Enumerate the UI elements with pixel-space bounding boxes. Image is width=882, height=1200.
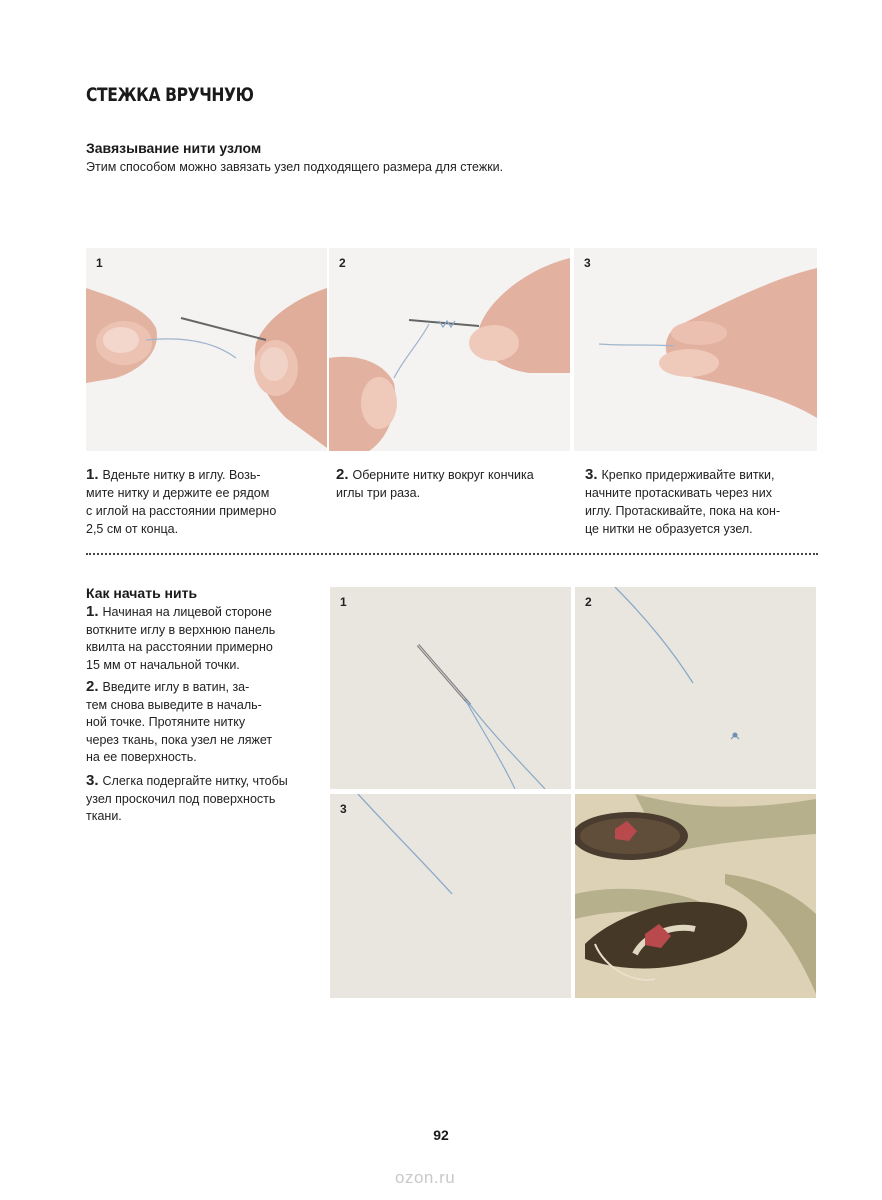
step-line: 2,5 см от конца. <box>86 522 179 536</box>
photo-label: 2 <box>585 595 592 609</box>
step-number: 2. <box>86 678 99 695</box>
needle-in-fabric-illustration <box>330 587 571 789</box>
step-number: 3. <box>86 772 99 789</box>
knot-step-2 <box>336 466 572 502</box>
step-line: тем снова выведите в началь- <box>86 697 262 712</box>
photo-label: 3 <box>584 256 591 270</box>
step-line: ной точке. Протяните нитку <box>86 715 246 729</box>
step-line: воткните иглу в верхнюю панель <box>86 622 276 637</box>
step-number: 1. <box>86 466 99 483</box>
step-line: Слегка подергайте нитку, чтобы <box>102 774 288 788</box>
step-line: мите нитку и держите ее рядом <box>86 486 270 500</box>
thread-surface-illustration <box>330 794 571 998</box>
step-line: квилта на расстоянии примерно <box>86 640 273 654</box>
watermark: ozon.ru <box>395 1168 456 1187</box>
start-step-1 <box>86 603 311 674</box>
start-step-2 <box>86 678 311 767</box>
step-number: 3. <box>585 466 598 483</box>
knot-photo-3 <box>574 248 817 451</box>
step-line: иглы три раза. <box>336 486 421 500</box>
thread-wrap-illustration <box>329 248 570 451</box>
step-line: на ее поверхность. <box>86 750 197 764</box>
step-number: 2. <box>336 466 349 483</box>
step-line: Вденьте нитку в иглу. Возь- <box>102 468 261 482</box>
step-line: через ткань, пока узел не ляжет <box>86 732 273 747</box>
applique-quilt-illustration <box>575 794 816 998</box>
thread-out-illustration <box>575 587 816 789</box>
fingers-needle-illustration <box>86 248 327 451</box>
photo-label: 2 <box>339 256 346 270</box>
start-photo-2 <box>575 587 816 789</box>
page-number: 92 <box>433 1127 449 1143</box>
section-divider <box>86 553 818 555</box>
knot-step-3 <box>585 466 821 538</box>
step-line: начните протаскивать через них <box>585 486 772 500</box>
pull-through-illustration <box>574 248 817 451</box>
step-line: Начиная на лицевой стороне <box>102 605 272 619</box>
knot-step-1 <box>86 466 326 538</box>
start-step-3 <box>86 772 311 826</box>
step-line: Крепко придерживайте витки, <box>601 468 775 482</box>
photo-label: 3 <box>340 802 347 816</box>
knot-photo-2 <box>329 248 570 451</box>
start-photo-4 <box>575 794 816 998</box>
step-line: ткани. <box>86 809 122 823</box>
start-photo-1 <box>330 587 571 789</box>
step-line: с иглой на расстоянии примерно <box>86 504 277 518</box>
section-intro-knot: Этим способом можно завязать узел подходящего размера для стежки. <box>86 160 504 174</box>
page-title: СТЕЖКА ВРУЧНУЮ <box>86 84 254 106</box>
step-line: 15 мм от начальной точки. <box>86 657 240 672</box>
step-line: Оберните нитку вокруг кончика <box>352 468 534 482</box>
start-photo-3 <box>330 794 571 998</box>
step-line: иглу. Протаскивайте, пока на кон- <box>585 504 781 518</box>
knot-photo-1 <box>86 248 327 451</box>
step-line: це нитки не образуется узел. <box>585 522 753 536</box>
photo-label: 1 <box>340 595 347 609</box>
step-line: узел проскочил под поверхность <box>86 791 276 806</box>
section-heading-knot: Завязывание нити узлом <box>86 140 262 156</box>
photo-label: 1 <box>96 256 103 270</box>
step-line: Введите иглу в ватин, за- <box>102 680 250 694</box>
step-number: 1. <box>86 603 99 620</box>
section-heading-start: Как начать нить <box>86 585 198 601</box>
